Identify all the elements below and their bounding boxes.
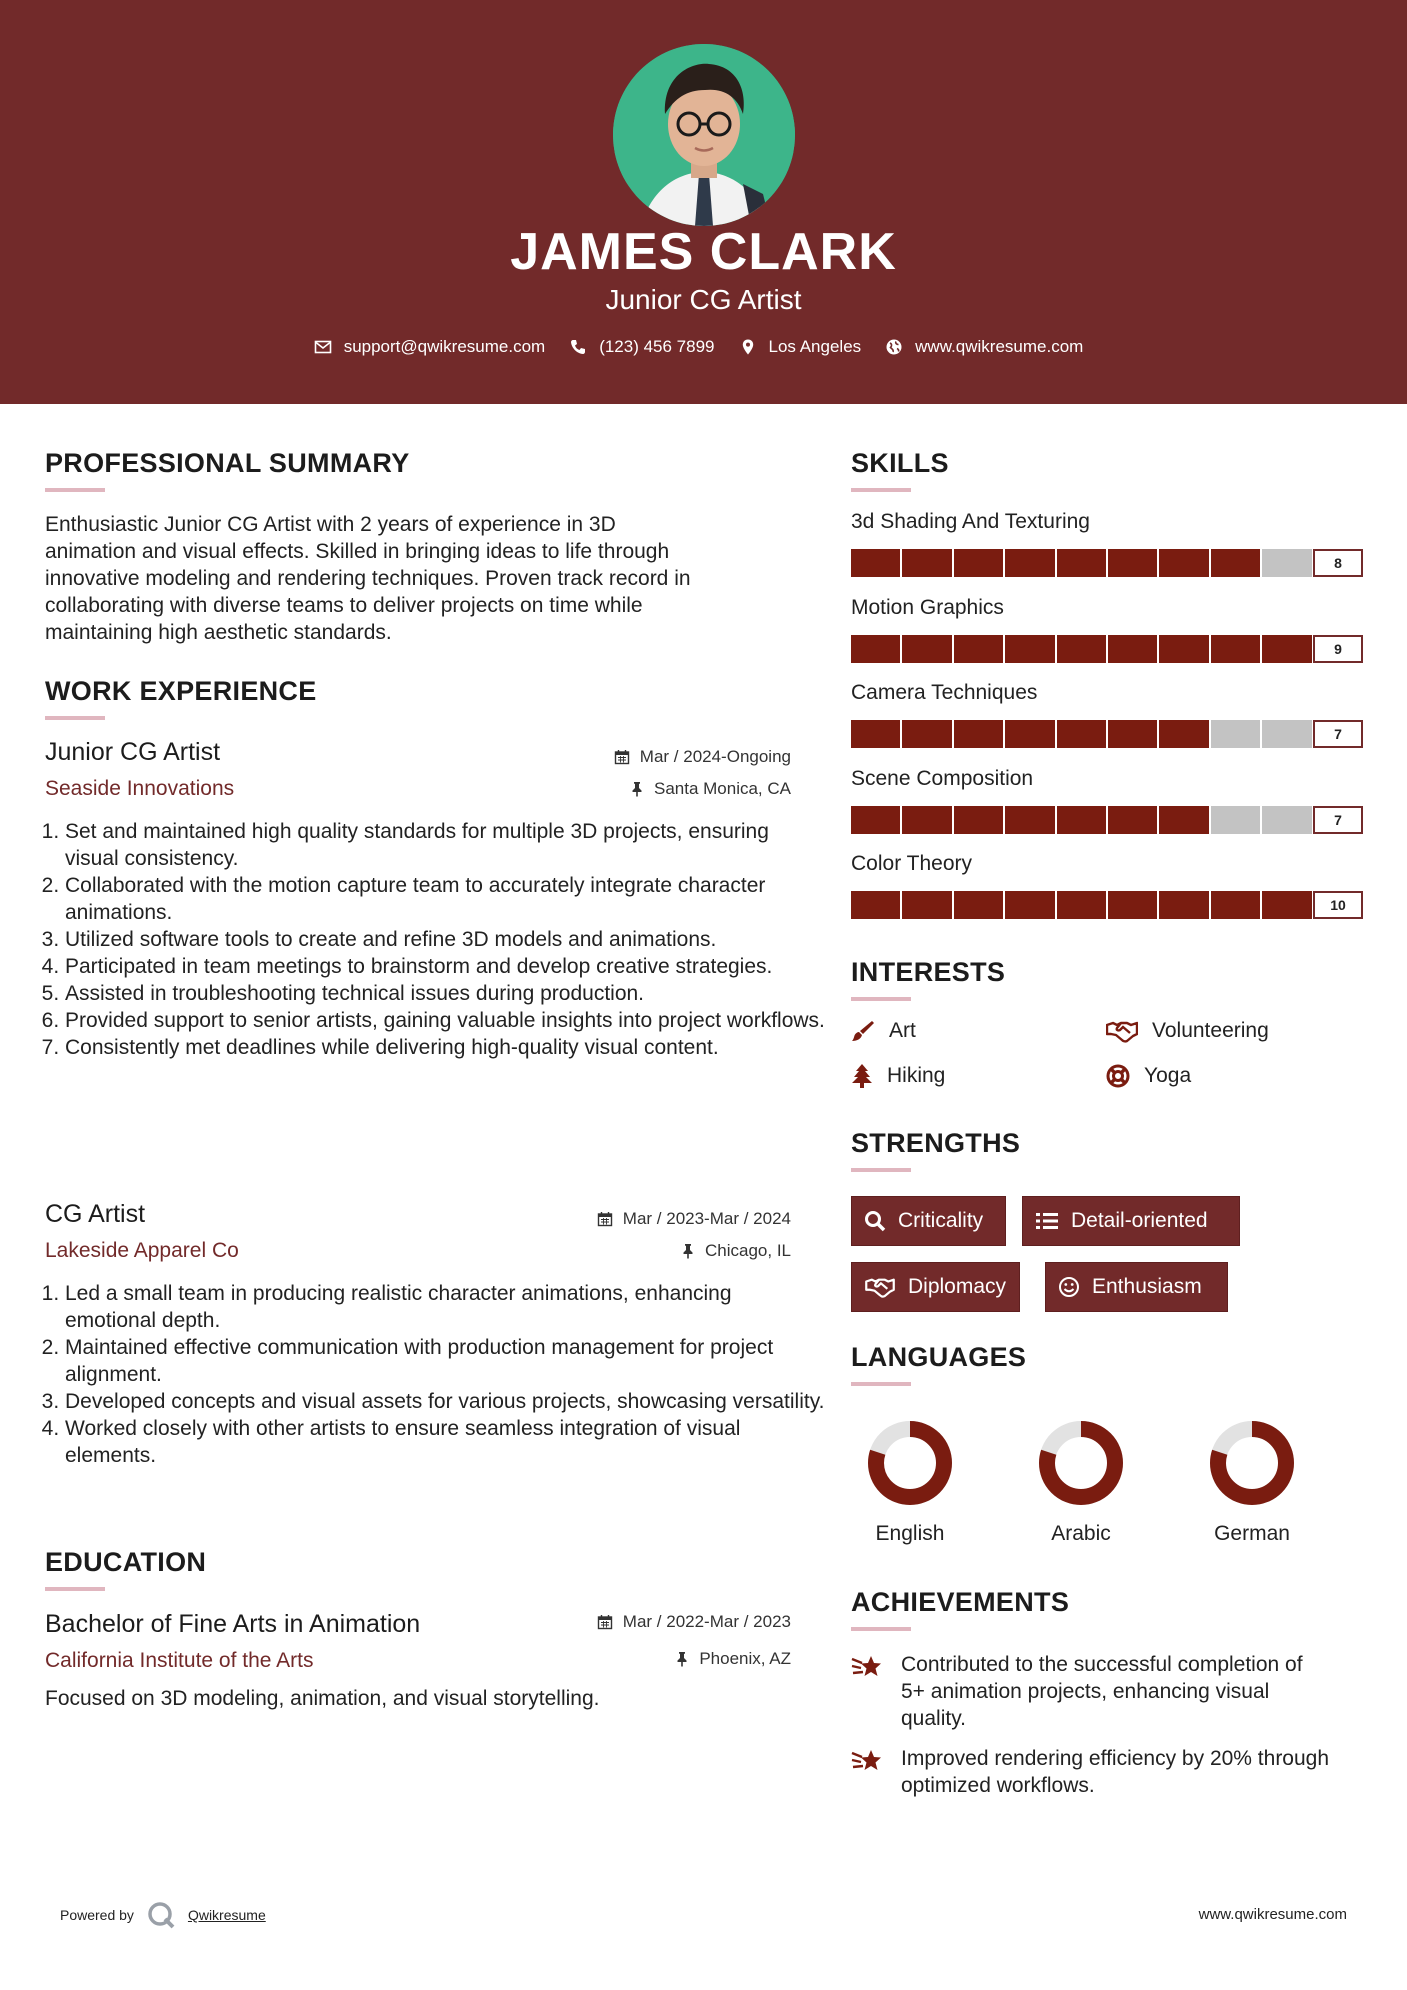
- interest-volunteering: [1106, 1019, 1269, 1043]
- skill-bar: [851, 549, 1363, 577]
- language-name: Arabic: [1051, 1522, 1111, 1545]
- skill-segment-filled: [902, 549, 951, 577]
- job-location: [520, 779, 791, 799]
- skill-segment-filled: [954, 549, 1003, 577]
- tree-icon: [851, 1064, 873, 1088]
- interest-label: Volunteering: [1152, 1019, 1269, 1042]
- contact-website[interactable]: [885, 337, 1083, 357]
- skill-segment-filled: [1108, 891, 1157, 919]
- achievement-text: Contributed to the successful completion of 5+ animation projects, enhancing visual quality.: [901, 1653, 1303, 1730]
- strength-label: Detail-oriented: [1071, 1209, 1208, 1232]
- paintbrush-icon: [851, 1019, 875, 1043]
- skill-segment-filled: [1159, 891, 1208, 919]
- skill-segment-filled: [1262, 891, 1311, 919]
- skill-segment-filled: [851, 720, 900, 748]
- footer-powered-by: [60, 1900, 266, 1930]
- job-dates: [520, 1209, 791, 1229]
- phone-text: (123) 456 7899: [599, 337, 715, 356]
- summary-line: Enthusiastic Junior CG Artist with 2 years of experience in 3D: [45, 513, 616, 536]
- experience-heading: WORK EXPERIENCE: [45, 676, 317, 706]
- skill-segment-filled: [902, 720, 951, 748]
- powered-by-text: Powered by: [60, 1907, 134, 1923]
- company-name: Lakeside Apparel Co: [45, 1239, 239, 1262]
- skill-segment-filled: [1108, 635, 1157, 663]
- skill-segment-filled: [1057, 891, 1106, 919]
- skill-segment-filled: [1159, 549, 1208, 577]
- summary-text: [45, 511, 805, 646]
- skill-bar: [851, 635, 1363, 663]
- location-text: Chicago, IL: [705, 1241, 791, 1260]
- languages-rule: [851, 1382, 911, 1386]
- resume-header: [0, 0, 1407, 404]
- strength-label: Criticality: [898, 1209, 984, 1232]
- skill-segment-filled: [851, 806, 900, 834]
- calendar-icon: [614, 749, 630, 765]
- dates-text: Mar / 2024-Ongoing: [639, 747, 791, 766]
- contact-row: [0, 337, 1407, 357]
- candidate-name: JAMES CLARK: [510, 223, 897, 281]
- skill-bar: [851, 891, 1363, 919]
- experience-rule: [45, 716, 105, 720]
- brand-link[interactable]: Qwikresume: [187, 1907, 266, 1923]
- handshake-icon: [1106, 1019, 1138, 1043]
- strength-label: Diplomacy: [908, 1275, 1007, 1298]
- skill-segment-filled: [1057, 635, 1106, 663]
- language-item: [840, 1418, 980, 1546]
- contact-location: [739, 337, 862, 357]
- education-heading: EDUCATION: [45, 1547, 207, 1577]
- handshake-icon: [864, 1276, 896, 1298]
- skill-segment-filled: [1211, 891, 1260, 919]
- skill-segment-empty: [1211, 806, 1260, 834]
- skill-segment-filled: [1108, 806, 1157, 834]
- achievement-text: Improved rendering efficiency by 20% through optimized workflows.: [901, 1747, 1330, 1797]
- skill-segment-empty: [1262, 806, 1311, 834]
- list-item: 1. Set and maintained high quality standards for multiple 3D projects, ensuring visual consistency.: [65, 818, 825, 872]
- interests-heading: INTERESTS: [851, 957, 1006, 987]
- achievements-rule: [851, 1627, 911, 1631]
- language-item: [1182, 1418, 1322, 1546]
- summary-line: animation and visual effects. Skilled in bringing ideas to life through: [45, 540, 670, 563]
- list-item: 4. Worked closely with other artists to ensure seamless integration of visual elements.: [65, 1415, 825, 1469]
- calendar-icon: [597, 1211, 613, 1227]
- degree-title: Bachelor of Fine Arts in Animation: [45, 1610, 421, 1638]
- education-description: Focused on 3D modeling, animation, and visual storytelling.: [45, 1687, 600, 1710]
- skill-segment-filled: [902, 635, 951, 663]
- interest-label: Hiking: [887, 1064, 946, 1087]
- strength-label: Enthusiasm: [1092, 1275, 1202, 1298]
- email-text: support@qwikresume.com: [343, 337, 546, 356]
- interest-hiking: [851, 1064, 945, 1088]
- skill-segment-filled: [1159, 720, 1208, 748]
- education-location: [520, 1649, 791, 1669]
- skill-label: Motion Graphics: [851, 595, 1004, 619]
- location-text: Los Angeles: [768, 337, 862, 356]
- skill-segment-filled: [1159, 806, 1208, 834]
- skill-segment-filled: [1057, 720, 1106, 748]
- interest-label: Yoga: [1144, 1064, 1192, 1087]
- skill-segment-filled: [1005, 635, 1054, 663]
- achievement-item: [851, 1745, 1331, 1799]
- list-item: 3. Developed concepts and visual assets for various projects, showcasing versatility.: [65, 1388, 825, 1415]
- list-item: 1. Led a small team in producing realistic character animations, enhancing emotional depth.: [65, 1280, 825, 1334]
- pin-icon: [681, 1243, 695, 1259]
- pin-icon: [675, 1651, 689, 1667]
- skill-segment-filled: [954, 635, 1003, 663]
- summary-line: innovative modeling and rendering techniques. Proven track record in: [45, 567, 691, 590]
- skill-segment-filled: [954, 891, 1003, 919]
- skill-segment-filled: [902, 806, 951, 834]
- job-role: CG Artist: [45, 1200, 146, 1228]
- education-rule: [45, 1587, 105, 1591]
- language-item: [1011, 1418, 1151, 1546]
- skill-score: 7: [1313, 806, 1363, 834]
- skill-label: 3d Shading And Texturing: [851, 510, 1090, 533]
- interest-art: [851, 1019, 916, 1043]
- list-icon: [1035, 1210, 1059, 1232]
- smile-icon: [1058, 1276, 1080, 1298]
- language-donut: [865, 1418, 955, 1508]
- shooting-star-icon: [851, 1747, 883, 1775]
- map-pin-icon: [739, 338, 757, 356]
- skill-segment-filled: [902, 891, 951, 919]
- list-item: 3. Utilized software tools to create and refine 3D models and animations.: [65, 926, 825, 953]
- strength-chip-criticality: [851, 1196, 1006, 1246]
- skill-segment-filled: [1057, 806, 1106, 834]
- list-item: 6. Provided support to senior artists, gaining valuable insights into project workflows.: [65, 1007, 825, 1034]
- interests-rule: [851, 997, 911, 1001]
- strength-chip-enthusiasm: [1045, 1262, 1228, 1312]
- phone-icon: [569, 338, 587, 356]
- dates-text: Mar / 2022-Mar / 2023: [622, 1612, 791, 1631]
- skill-segment-empty: [1262, 549, 1311, 577]
- profile-photo: [613, 44, 795, 226]
- achievements-heading: ACHIEVEMENTS: [851, 1587, 1070, 1617]
- skill-segment-filled: [1262, 635, 1311, 663]
- list-item: 2. Collaborated with the motion capture team to accurately integrate character animations.: [65, 872, 825, 926]
- lifebuoy-icon: [1106, 1064, 1130, 1088]
- strength-chip-detail-oriented: [1022, 1196, 1240, 1246]
- job-bullets: [37, 818, 825, 1061]
- skill-segment-filled: [1159, 635, 1208, 663]
- summary-heading: PROFESSIONAL SUMMARY: [45, 448, 410, 478]
- skill-segment-filled: [1005, 806, 1054, 834]
- school-name: California Institute of the Arts: [45, 1649, 314, 1672]
- skill-segment-filled: [1108, 549, 1157, 577]
- job-location: [520, 1241, 791, 1261]
- skill-segment-filled: [954, 806, 1003, 834]
- list-item: 5. Assisted in troubleshooting technical issues during production.: [65, 980, 825, 1007]
- list-item: 2. Maintained effective communication with production management for project alignment.: [65, 1334, 825, 1388]
- contact-phone[interactable]: [569, 337, 714, 357]
- job-role: Junior CG Artist: [45, 738, 221, 766]
- language-donut: [1207, 1418, 1297, 1508]
- skill-segment-filled: [851, 891, 900, 919]
- pin-icon: [630, 781, 644, 797]
- skill-score: 8: [1313, 549, 1363, 577]
- location-text: Phoenix, AZ: [699, 1649, 791, 1668]
- skill-segment-filled: [1211, 635, 1260, 663]
- skills-rule: [851, 488, 911, 492]
- qwikresume-logo-icon: [146, 1900, 176, 1930]
- skill-label: Color Theory: [851, 852, 972, 875]
- achievement-item: [851, 1651, 1331, 1732]
- strengths-heading: STRENGTHS: [851, 1128, 1021, 1158]
- skill-bar: [851, 720, 1363, 748]
- search-icon: [864, 1210, 886, 1232]
- skill-segment-filled: [851, 635, 900, 663]
- location-text: Santa Monica, CA: [653, 779, 791, 798]
- skill-segment-filled: [1211, 549, 1260, 577]
- skill-segment-filled: [954, 720, 1003, 748]
- candidate-title: Junior CG Artist: [605, 284, 802, 315]
- job-bullets: [37, 1280, 825, 1469]
- skill-label: Scene Composition: [851, 766, 1034, 790]
- summary-rule: [45, 488, 105, 492]
- skill-segment-filled: [1005, 720, 1054, 748]
- list-item: 7. Consistently met deadlines while delivering high-quality visual content.: [65, 1034, 825, 1061]
- dates-text: Mar / 2023-Mar / 2024: [622, 1209, 791, 1228]
- skill-score: 9: [1313, 635, 1363, 663]
- skill-segment-empty: [1211, 720, 1260, 748]
- language-name: German: [1214, 1522, 1290, 1545]
- skill-segment-empty: [1262, 720, 1311, 748]
- skill-segment-filled: [1108, 720, 1157, 748]
- languages-heading: LANGUAGES: [851, 1342, 1027, 1372]
- calendar-icon: [597, 1614, 613, 1630]
- language-name: English: [875, 1522, 945, 1545]
- strength-chip-diplomacy: [851, 1262, 1020, 1312]
- interest-label: Art: [889, 1019, 916, 1042]
- envelope-icon: [314, 338, 332, 356]
- education-dates: [520, 1612, 791, 1632]
- footer-site[interactable]: www.qwikresume.com: [1198, 1906, 1347, 1923]
- skill-label: Camera Techniques: [851, 681, 1038, 704]
- language-donut: [1036, 1418, 1126, 1508]
- skill-segment-filled: [1005, 549, 1054, 577]
- strengths-rule: [851, 1168, 911, 1172]
- skill-segment-filled: [851, 549, 900, 577]
- skills-heading: SKILLS: [851, 448, 949, 478]
- summary-line: collaborating with diverse teams to deliver projects on time while: [45, 594, 643, 617]
- website-text: www.qwikresume.com: [915, 337, 1084, 356]
- company-name: Seaside Innovations: [45, 777, 235, 800]
- skill-segment-filled: [1005, 891, 1054, 919]
- skill-bar: [851, 806, 1363, 834]
- skill-segment-filled: [1057, 549, 1106, 577]
- globe-icon: [885, 338, 903, 356]
- summary-line: maintaining high aesthetic standards.: [45, 621, 392, 644]
- shooting-star-icon: [851, 1653, 883, 1681]
- skill-score: 10: [1313, 891, 1363, 919]
- list-item: 4. Participated in team meetings to brainstorm and develop creative strategies.: [65, 953, 825, 980]
- job-dates: [520, 747, 791, 767]
- skill-score: 7: [1313, 720, 1363, 748]
- interest-yoga: [1106, 1064, 1191, 1088]
- contact-email[interactable]: [314, 337, 546, 357]
